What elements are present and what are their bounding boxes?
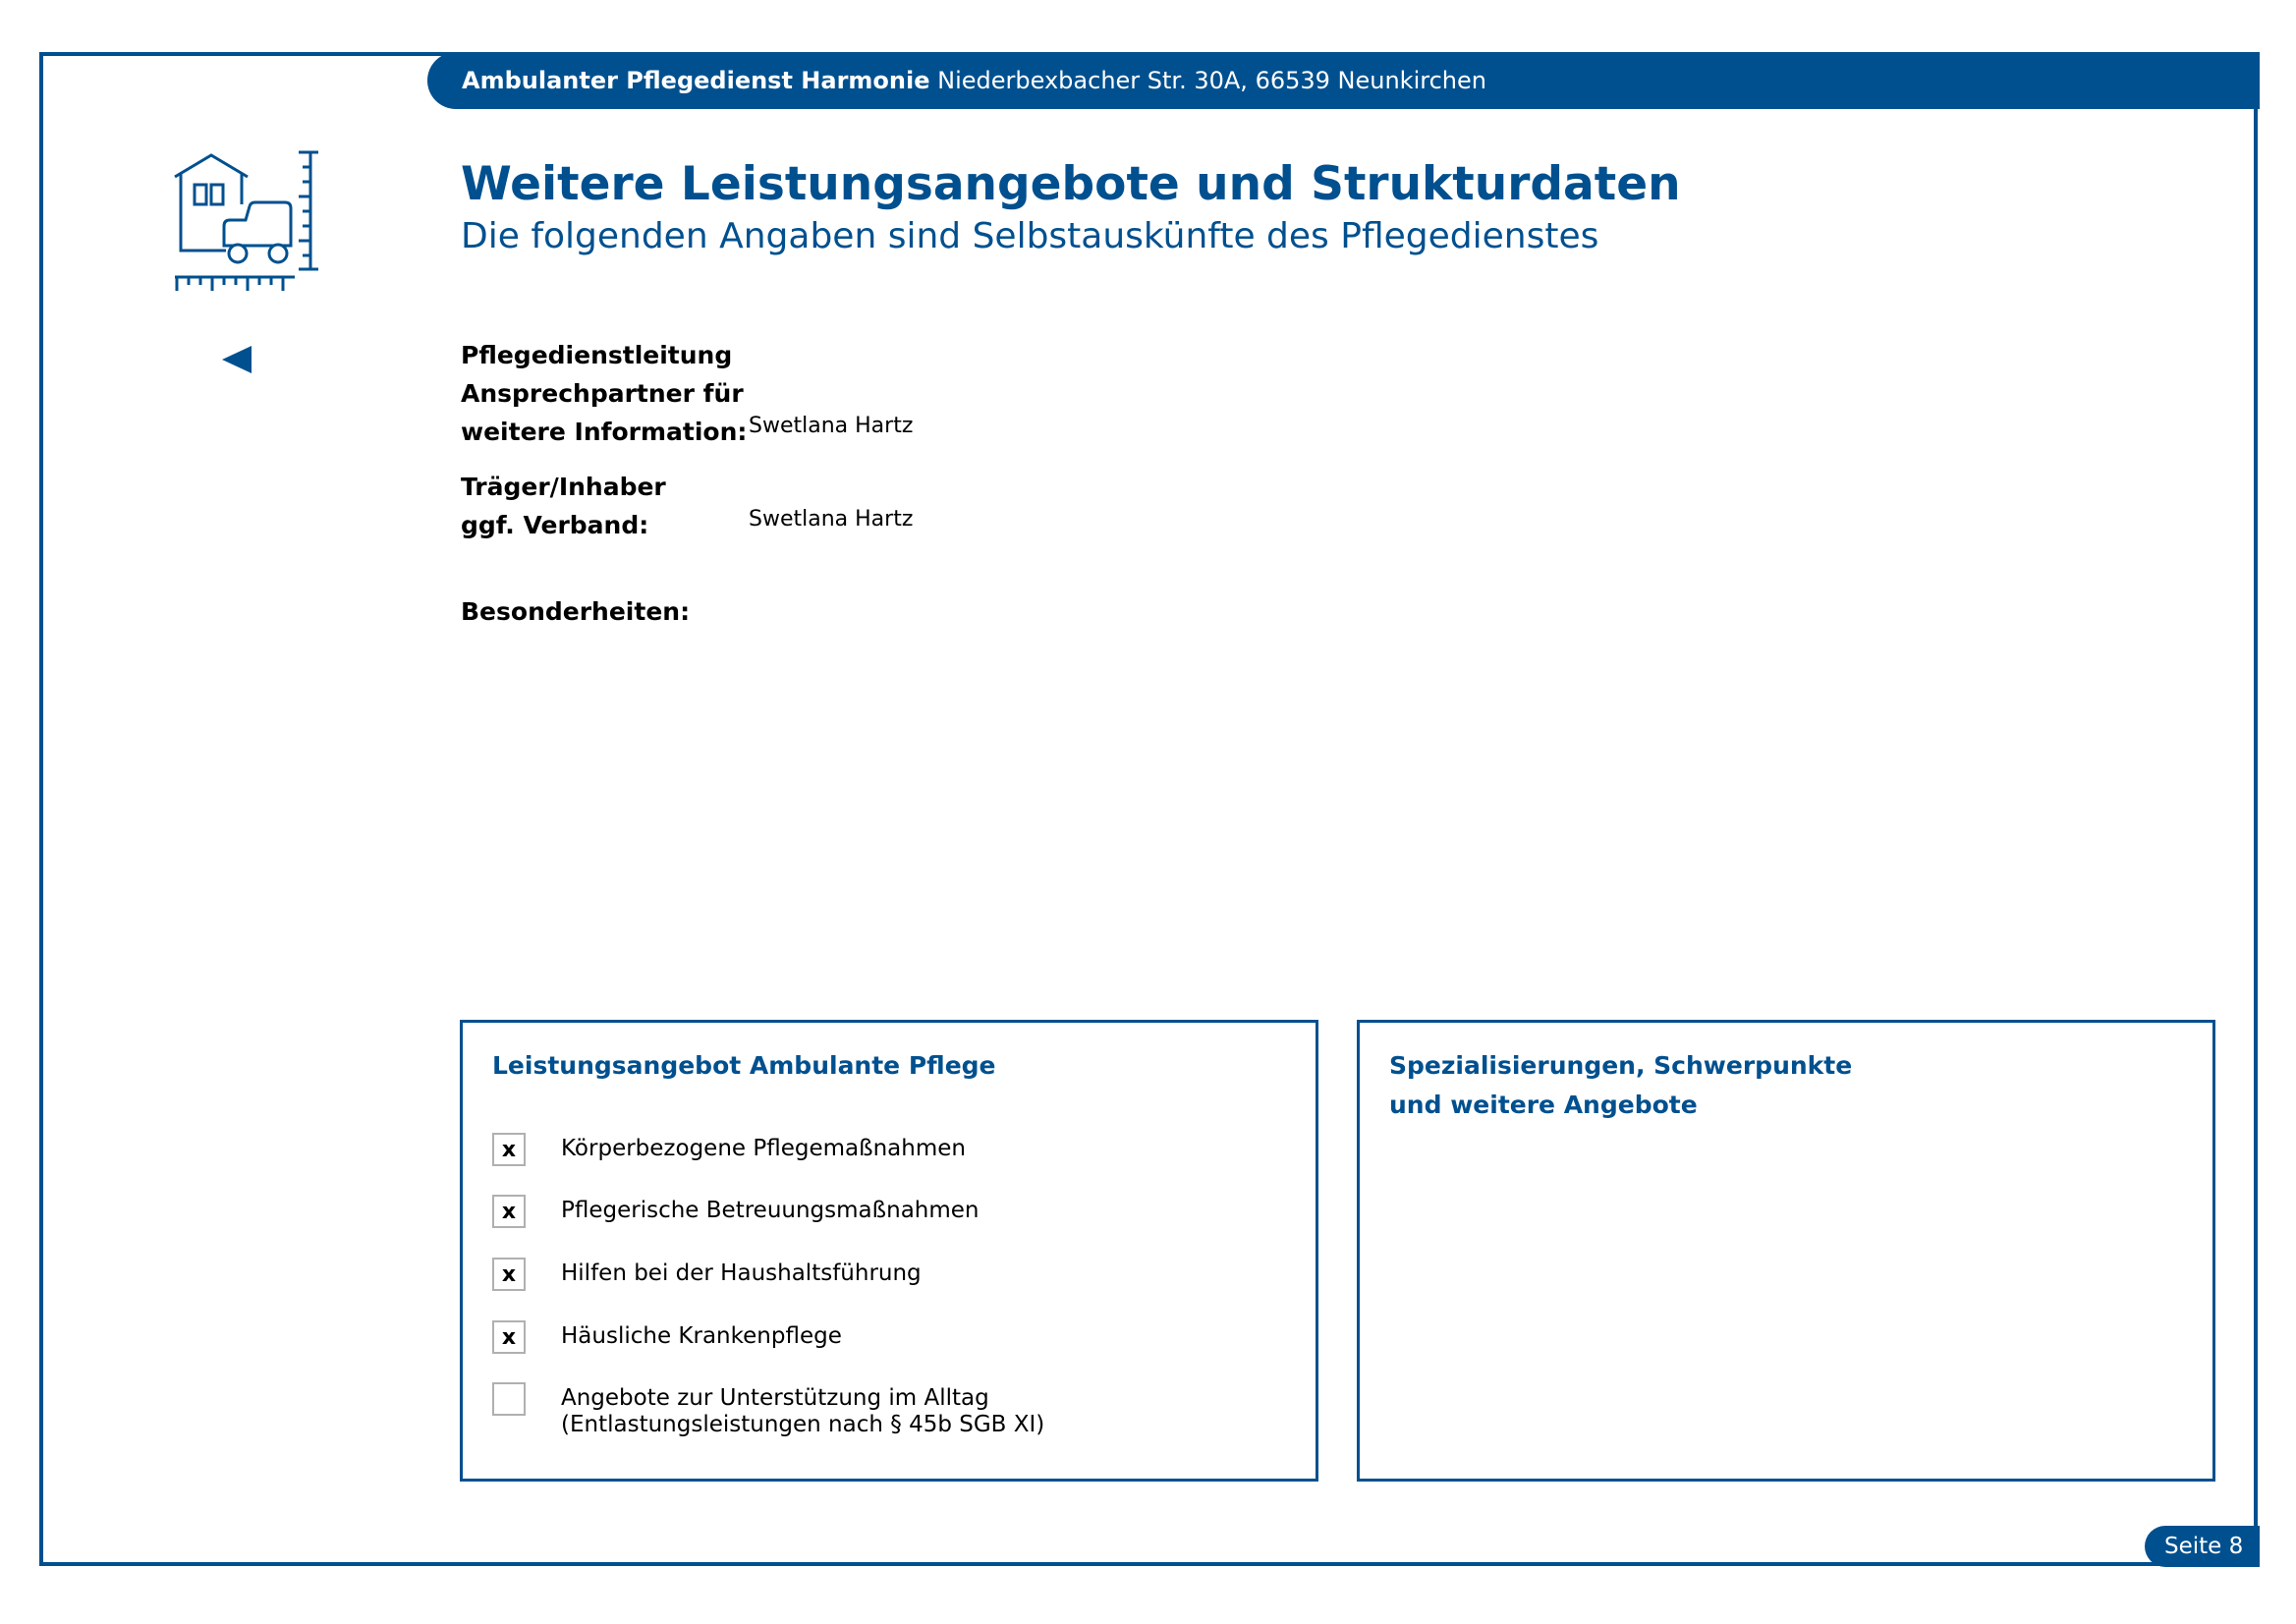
checkbox[interactable] (492, 1382, 526, 1416)
checkbox[interactable]: x (492, 1133, 526, 1166)
header-bar (427, 52, 2260, 109)
traeger-label-2: ggf. Verband: (461, 511, 649, 539)
item-label: Pflegerische Betreuungsmaßnahmen (561, 1198, 980, 1223)
item-label: Häusliche Krankenpflege (561, 1323, 842, 1349)
pdl-value: Swetlana Hartz (749, 414, 914, 438)
pdl-label-1: Pflegedienstleitung (461, 341, 733, 369)
spezialisierungen-title (1389, 1046, 1852, 1125)
pdl-label-2: Ansprechpartner für (461, 379, 744, 408)
leistungsangebot-box (460, 1020, 1318, 1482)
item-label: Hilfen bei der Haushaltsführung (561, 1260, 922, 1286)
item-label: Körperbezogene Pflegemaßnahmen (561, 1136, 966, 1161)
traeger-value: Swetlana Hartz (749, 507, 914, 532)
header-address: Niederbexbacher Str. 30A, 66539 Neunkirchen (937, 67, 1486, 94)
item-label-line-2: (Entlastungsleistungen nach § 45b SGB XI) (561, 1412, 1045, 1437)
item-label (561, 1385, 1044, 1438)
checkbox[interactable]: x (492, 1258, 526, 1291)
leistungsangebot-title: Leistungsangebot Ambulante Pflege (492, 1051, 996, 1080)
house-car-icon (167, 147, 324, 300)
header-org-name: Ambulanter Pflegedienst Harmonie (462, 67, 930, 94)
besonderheiten-label: Besonderheiten: (461, 597, 691, 626)
page-number: Seite 8 (2145, 1526, 2260, 1567)
spezialisierungen-box (1357, 1020, 2215, 1482)
pdl-label-3: weitere Information: (461, 418, 748, 446)
spezialisierungen-title-line-2: und weitere Angebote (1389, 1091, 1698, 1119)
page-title: Weitere Leistungsangebote und Strukturdaten (461, 157, 1681, 211)
back-arrow-icon[interactable] (220, 343, 253, 376)
item-label-line-1: Angebote zur Unterstützung im Alltag (561, 1385, 989, 1411)
checkbox[interactable]: x (492, 1195, 526, 1228)
checkbox[interactable]: x (492, 1320, 526, 1354)
spezialisierungen-title-line-1: Spezialisierungen, Schwerpunkte (1389, 1051, 1853, 1080)
traeger-label-1: Träger/Inhaber (461, 473, 666, 501)
page-subtitle: Die folgenden Angaben sind Selbstauskünfte des Pflegedienstes (461, 216, 1599, 256)
